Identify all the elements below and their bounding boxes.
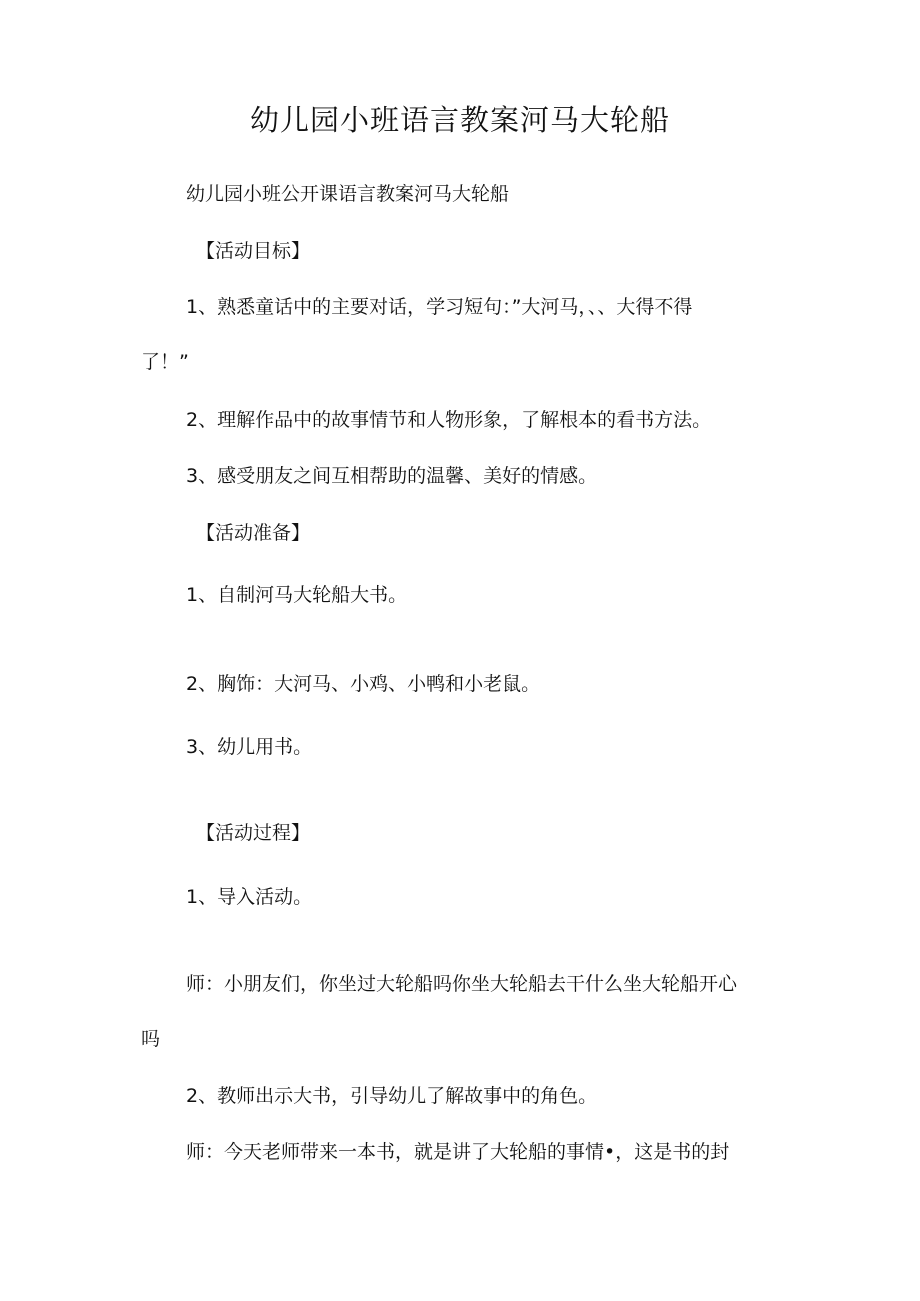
goal-item-3: 3、感受朋友之间互相帮助的温馨、美好的情感。	[186, 465, 598, 487]
goal-item-1-line-1: 1、熟悉童话中的主要对话，学习短句：”大河马，、、大得不得	[186, 296, 693, 318]
process-item-1: 1、导入活动。	[186, 886, 313, 908]
section-heading-preparation: 【活动准备】	[196, 522, 311, 544]
section-heading-process: 【活动过程】	[196, 822, 311, 844]
process-item-2: 2、教师出示大书，引导幼儿了解故事中的角色。	[186, 1085, 598, 1107]
preparation-item-1: 1、自制河马大轮船大书。	[186, 584, 408, 606]
document-subtitle: 幼儿园小班公开课语言教案河马大轮船	[186, 183, 510, 205]
goal-item-1-line-2: 了！”	[141, 351, 189, 373]
teacher-line-1-part-1: 师：小朋友们，你坐过大轮船吗你坐大轮船去干什么坐大轮船开心	[186, 973, 738, 995]
document-title: 幼儿园小班语言教案河马大轮船	[249, 103, 670, 137]
preparation-item-2: 2、胸饰：大河马、小鸡、小鸭和小老鼠。	[186, 673, 541, 695]
teacher-line-2-part-1: 师：今天老师带来一本书，就是讲了大轮船的事情•，这是书的封	[186, 1141, 730, 1163]
section-heading-goals: 【活动目标】	[196, 240, 311, 262]
preparation-item-3: 3、幼儿用书。	[186, 736, 313, 758]
teacher-line-1-part-2: 吗	[141, 1028, 161, 1050]
goal-item-2: 2、理解作品中的故事情节和人物形象，了解根本的看书方法。	[186, 409, 712, 431]
